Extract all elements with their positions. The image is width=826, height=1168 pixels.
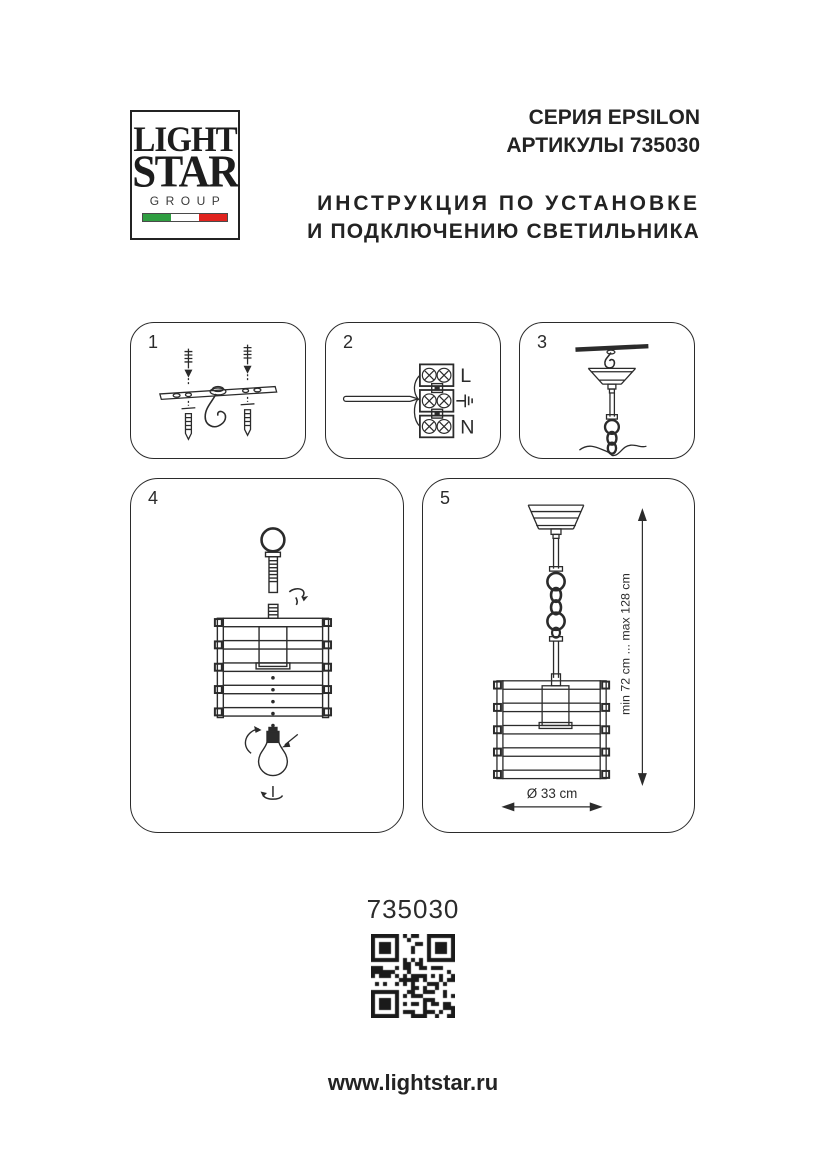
step-2-number: 2 — [343, 332, 354, 352]
earth-icon — [456, 394, 472, 407]
rotation-arrow-icon — [289, 589, 308, 605]
step-5-number: 5 — [440, 488, 451, 508]
diameter-label: Ø 33 cm — [526, 785, 578, 801]
instruction-title-line1: ИНСТРУКЦИЯ ПО УСТАНОВКЕ — [317, 192, 700, 215]
screw-icon — [184, 349, 192, 386]
flag-red — [199, 214, 227, 221]
lightstar-logo — [130, 110, 240, 240]
hook-hanging-diagram — [520, 323, 694, 458]
screw-icon — [244, 345, 252, 382]
step-3-number: 3 — [537, 332, 548, 352]
height-dimension-arrow — [638, 508, 647, 786]
instruction-title-line2: И ПОДКЛЮЧЕНИЮ СВЕТИЛЬНИКА — [307, 220, 700, 243]
height-range-label: min 72 cm ... max 128 cm — [618, 573, 633, 716]
logo-word-group: GROUP — [149, 194, 227, 208]
cable-icon — [344, 396, 418, 401]
header — [307, 104, 700, 246]
website-url: www.lightstar.ru — [327, 1070, 499, 1095]
wiring-diagram — [326, 323, 500, 458]
articles-title: АРТИКУЛЫ 735030 — [506, 134, 700, 157]
pointer-arrow-icon — [282, 734, 298, 747]
logo-word-light: LIGHT — [133, 120, 237, 160]
assembled-lamp-diagram — [423, 479, 694, 832]
wall-anchor-icon — [182, 401, 196, 439]
logo-word-star: STAR — [132, 147, 238, 198]
live-label: L — [460, 365, 472, 388]
flag-green — [143, 214, 171, 221]
italian-flag-icon — [142, 213, 228, 222]
step-2-panel — [325, 322, 501, 459]
rotation-arrow-icon — [261, 786, 283, 799]
diameter-dimension-arrow — [501, 802, 602, 811]
step-1-panel — [130, 322, 306, 459]
chain-icon — [547, 573, 564, 638]
step-3-panel — [519, 322, 695, 459]
article-number: 735030 — [366, 894, 460, 924]
step-4-number: 4 — [148, 488, 159, 508]
chain-icon — [605, 420, 619, 454]
mounting-bracket-diagram — [131, 323, 305, 458]
wall-anchor-icon — [241, 397, 255, 435]
hook-icon — [605, 353, 615, 368]
step-4-panel — [130, 478, 404, 833]
series-title: СЕРИЯ EPSILON — [528, 106, 700, 129]
bulb-icon — [259, 727, 288, 775]
qr-code — [371, 934, 455, 1018]
step-5-panel — [422, 478, 695, 833]
shade-assembly-diagram — [131, 479, 403, 832]
hook-icon — [205, 394, 225, 427]
step-1-number: 1 — [148, 332, 159, 352]
flag-white — [171, 214, 199, 221]
neutral-label: N — [460, 416, 475, 439]
